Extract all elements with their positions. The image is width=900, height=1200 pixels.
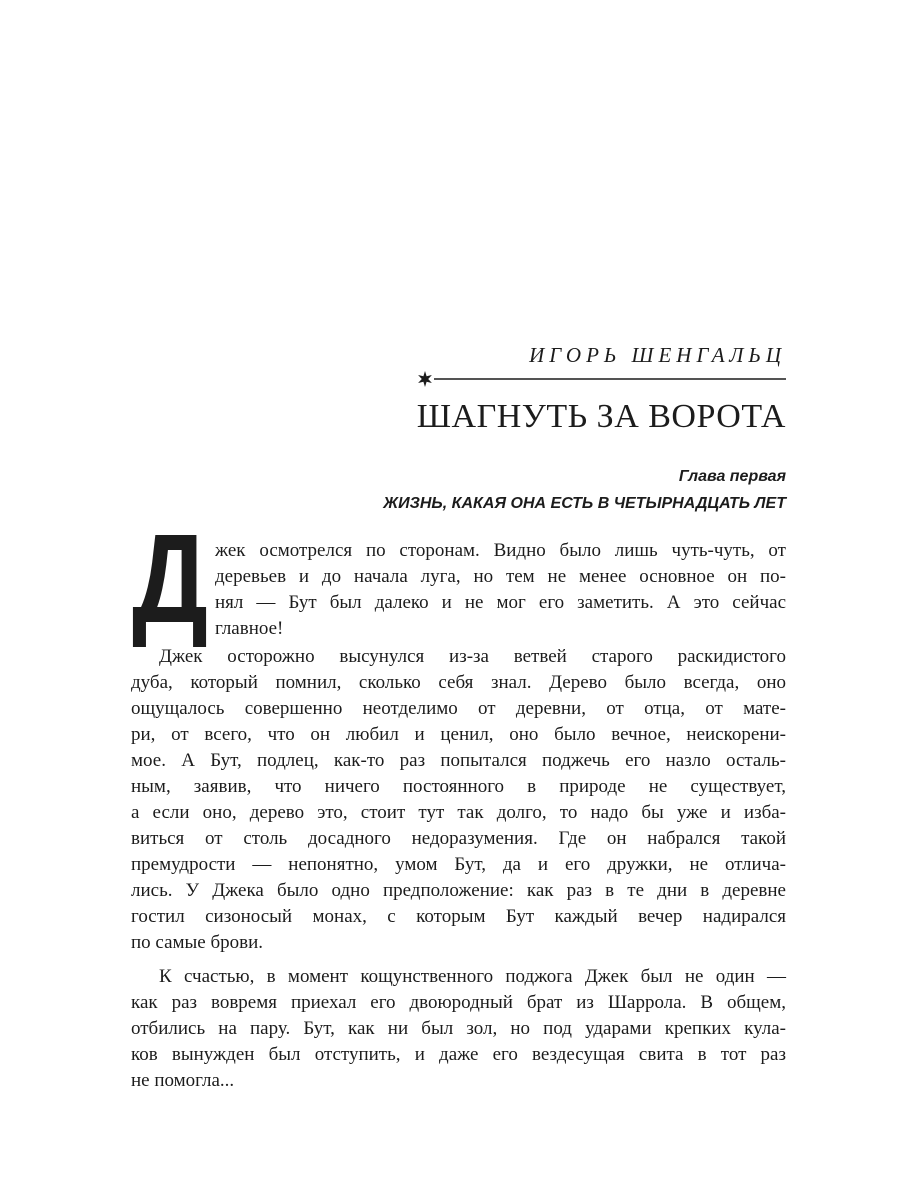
text-line: нял — Бут был далеко и не мог его заметить. А это сейчас: [215, 592, 786, 613]
text-line: ным, заявив, что ничего постоянного в природе не существует,: [131, 776, 786, 797]
text-line: а если оно, дерево это, стоит тут так долго, то надо бы уже и изба-: [131, 802, 786, 823]
text-line: ри, от всего, что он любил и ценил, оно было вечное, неискорени-: [131, 724, 786, 745]
star-ornament-icon: [418, 371, 432, 387]
text-line: гостил сизоносый монах, с которым Бут каждый вечер надирался: [131, 906, 786, 927]
chapter-label: Глава первая: [678, 468, 786, 485]
text-line: ощущалось совершенно неотделимо от деревни, от отца, от мате-: [131, 698, 786, 719]
text-line: по самые брови.: [131, 932, 264, 953]
title-divider: [416, 369, 786, 389]
text-line: премудрости — непонятно, умом Бут, да и его дружки, не отлича-: [131, 854, 786, 875]
text-line: дуба, который помнил, сколько себя знал. Дерево было всегда, оно: [131, 672, 786, 693]
drop-cap: [131, 508, 209, 649]
text-line: ков вынужден был отступить, и даже его вездесущая свита в тот раз: [131, 1044, 786, 1065]
chapter-title: ЖИЗНЬ, КАКАЯ ОНА ЕСТЬ В ЧЕТЫРНАДЦАТЬ ЛЕТ: [383, 495, 786, 512]
text-line: Джек осторожно высунулся из-за ветвей старого раскидистого: [159, 646, 786, 667]
text-line: не помогла...: [131, 1070, 235, 1091]
text-line: мое. А Бут, подлец, как-то раз попытался поджечь его назло осталь-: [131, 750, 786, 771]
text-line: К счастью, в момент кощунственного поджога Джек был не один —: [159, 966, 786, 987]
text-line: лись. У Джека было одно предположение: как раз в те дни в деревне: [131, 880, 786, 901]
text-line: жек осмотрелся по сторонам. Видно было лишь чуть-чуть, от: [215, 540, 786, 561]
book-title: ШАГНУТЬ ЗА ВОРОТА: [416, 398, 786, 435]
author-name: ИГОРЬ ШЕНГАЛЬЦ: [529, 343, 786, 367]
text-line: главное!: [215, 618, 284, 639]
text-line: как раз вовремя приехал его двоюродный брат из Шаррола. В общем,: [131, 992, 786, 1013]
text-line: отбились на пару. Бут, как ни был зол, но под ударами крепких кула-: [131, 1018, 786, 1039]
text-line: деревьев и до начала луга, но тем не менее основное он по-: [215, 566, 786, 587]
drop-cap-letter: Д: [132, 508, 208, 649]
text-line: виться от столь досадного недоразумения. Где он набрался такой: [131, 828, 786, 849]
